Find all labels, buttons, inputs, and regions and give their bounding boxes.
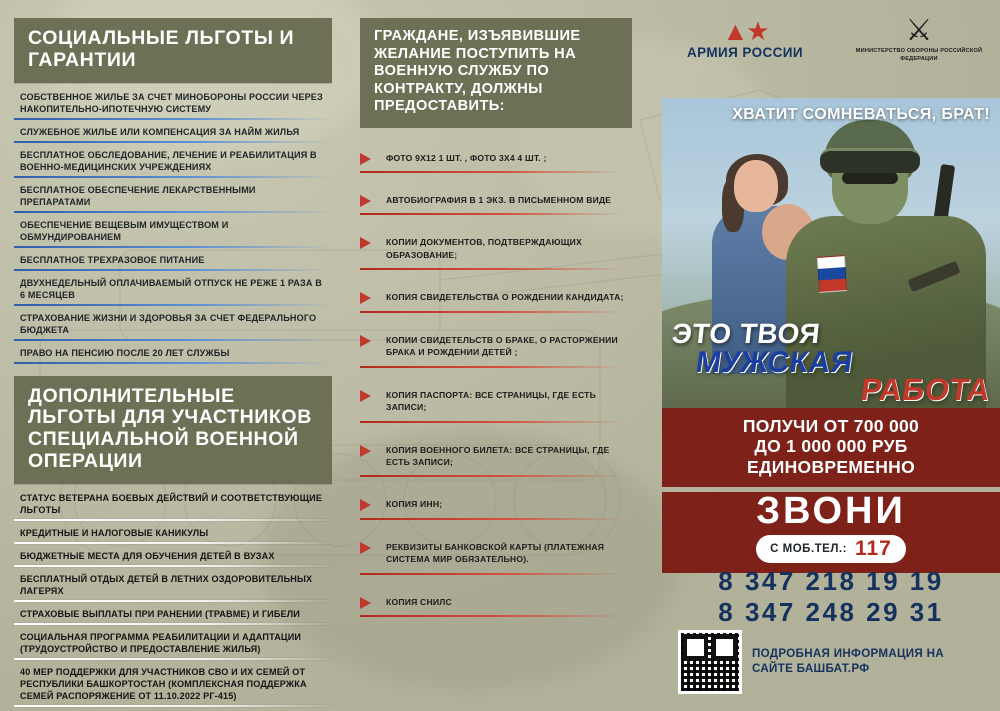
phone-number-1[interactable]: 8 347 218 19 19	[718, 566, 944, 596]
ministry-of-defence-logo	[844, 16, 994, 63]
qr-section	[678, 630, 988, 694]
mobile-label: С МОБ.ТЕЛ.:	[770, 542, 847, 555]
list-item: БЕСПЛАТНЫЙ ОТДЫХ ДЕТЕЙ В ЛЕТНИХ ОЗДОРОВИТЕЛЬНЫХ ЛАГЕРЯХ	[14, 573, 332, 602]
list-item	[360, 498, 632, 519]
woman-head	[734, 160, 778, 212]
list-item: БЕСПЛАТНОЕ ОБЕСПЕЧЕНИЕ ЛЕКАРСТВЕННЫМИ ПРЕПАРАТАМИ	[14, 184, 332, 213]
list-item-label: КОПИЯ СВИДЕТЕЛЬСТВА О РОЖДЕНИИ КАНДИДАТА;	[386, 292, 624, 303]
arrow-right-icon	[360, 542, 371, 554]
payment-line-1: ПОЛУЧИ ОТ 700 000	[742, 416, 920, 436]
list-item: ПРАВО НА ПЕНСИЮ ПОСЛЕ 20 ЛЕТ СЛУЖБЫ	[14, 347, 332, 364]
logos-row	[662, 14, 1000, 98]
slogan-line-2: МУЖСКАЯ	[693, 346, 856, 379]
list-item: СТАТУС ВЕТЕРАНА БОЕВЫХ ДЕЙСТВИЙ И СООТВЕТСТВУЮЩИЕ ЛЬГОТЫ	[14, 492, 332, 521]
list-item-label: ФОТО 9Х12 1 ШТ. , ФОТО 3Х4 4 ШТ. ;	[386, 152, 547, 163]
additional-benefits-title: ДОПОЛНИТЕЛЬНЫЕ ЛЬГОТЫ ДЛЯ УЧАСТНИКОВ СПЕЦИАЛЬНОЙ ВОЕННОЙ ОПЕРАЦИИ	[28, 384, 312, 473]
slogan-main	[662, 318, 1000, 407]
arrow-right-icon	[360, 153, 371, 165]
arrow-right-icon	[360, 237, 371, 249]
list-item: БЮДЖЕТНЫЕ МЕСТА ДЛЯ ОБУЧЕНИЯ ДЕТЕЙ В ВУЗАХ	[14, 550, 332, 567]
army-logo-label: АРМИЯ РОССИИ	[686, 45, 803, 60]
payment-banner	[662, 408, 1000, 487]
middle-column	[360, 18, 632, 638]
list-item	[360, 444, 632, 478]
social-benefits-title: СОЦИАЛЬНЫЕ ЛЬГОТЫ И ГАРАНТИИ	[28, 27, 295, 71]
documents-header	[360, 18, 632, 128]
list-item: БЕСПЛАТНОЕ ОБСЛЕДОВАНИЕ, ЛЕЧЕНИЕ И РЕАБИЛИТАЦИЯ В ВОЕННО-МЕДИЦИНСКИХ УЧРЕЖДЕНИЯХ	[14, 149, 332, 178]
list-item-label: КОПИЯ ПАСПОРТА: ВСЕ СТРАНИЦЫ, ГДЕ ЕСТЬ ЗАПИСИ;	[386, 389, 596, 413]
list-item-label: КОПИИ ДОКУМЕНТОВ, ПОДТВЕРЖДАЮЩИХ ОБРАЗОВАНИЕ;	[386, 237, 582, 260]
list-item-label: КОПИЯ СНИЛС	[386, 596, 452, 607]
social-benefits-list	[14, 91, 332, 364]
slogan-line-1: ЭТО ТВОЯ	[670, 318, 822, 349]
payment-line-2: ДО 1 000 000 РУБ	[754, 436, 908, 457]
arrow-right-icon	[360, 390, 371, 402]
social-benefits-header	[14, 18, 332, 83]
arrow-right-icon	[360, 335, 371, 347]
call-label: ЗВОНИ	[756, 490, 906, 532]
payment-line-3: ЕДИНОВРЕМЕННО	[747, 456, 915, 477]
arrow-right-icon	[360, 292, 371, 304]
list-item: ДВУХНЕДЕЛЬНЫЙ ОПЛАЧИВАЕМЫЙ ОТПУСК НЕ РЕЖЕ 1 РАЗА В 6 МЕСЯЦЕВ	[14, 277, 332, 306]
mobile-short-number[interactable]	[756, 535, 906, 563]
list-item	[360, 596, 632, 617]
list-item	[360, 541, 632, 575]
list-item: СЛУЖЕБНОЕ ЖИЛЬЕ ИЛИ КОМПЕНСАЦИЯ ЗА НАЙМ ЖИЛЬЯ	[14, 126, 332, 143]
list-item: СОЦИАЛЬНАЯ ПРОГРАММА РЕАБИЛИТАЦИИ И АДАПТАЦИИ (ТРУДОУСТРОЙСТВО И ПРЕДОСТАВЛЕНИЕ ЖИЛЬЯ)	[14, 631, 332, 660]
list-item: 40 МЕР ПОДДЕРЖКИ ДЛЯ УЧАСТНИКОВ СВО И ИХ СЕМЕЙ ОТ РЕСПУБЛИКИ БАШКОРТОСТАН (КОМПЛЕКСНАЯ ПОДДЕРЖКА СЕМЕЙ РАСПОРЯЖЕНИЕ ОТ 11.10.2022 РГ-415)	[14, 666, 332, 707]
additional-benefits-header	[14, 376, 332, 484]
phone-number-2[interactable]: 8 347 248 29 31	[718, 596, 944, 627]
list-item-label: РЕКВИЗИТЫ БАНКОВСКОЙ КАРТЫ (ПЛАТЕЖНАЯ СИСТЕМА МИР ОБЯЗАТЕЛЬНО).	[386, 541, 605, 565]
soldier-eyes	[842, 172, 898, 184]
list-item-label: КОПИЯ ИНН;	[386, 499, 443, 510]
list-item: ОБЕСПЕЧЕНИЕ ВЕЩЕВЫМ ИМУЩЕСТВОМ И ОБМУНДИРОВАНИЕМ	[14, 219, 332, 248]
qr-code-icon[interactable]	[678, 630, 742, 694]
goggles-icon	[820, 148, 920, 173]
arrow-right-icon	[360, 445, 371, 457]
qr-caption: ПОДРОБНАЯ ИНФОРМАЦИЯ НА САЙТЕ БАШБАТ.РФ	[752, 647, 944, 675]
right-panel	[662, 0, 1000, 711]
arrow-right-icon	[360, 499, 371, 511]
slogan-top: ХВАТИТ СОМНЕВАТЬСЯ, БРАТ!	[732, 106, 990, 123]
list-item: СТРАХОВЫЕ ВЫПЛАТЫ ПРИ РАНЕНИИ (ТРАВМЕ) И ГИБЕЛИ	[14, 608, 332, 625]
additional-benefits-list	[14, 492, 332, 707]
list-item: КРЕДИТНЫЕ И НАЛОГОВЫЕ КАНИКУЛЫ	[14, 527, 332, 544]
list-item	[360, 291, 632, 312]
arrow-right-icon	[360, 597, 371, 609]
army-of-russia-logo	[670, 18, 820, 60]
slogan-line-3: РАБОТА	[858, 372, 993, 407]
russian-flag-patch-icon	[817, 255, 847, 293]
list-item	[360, 334, 632, 368]
list-item	[360, 389, 632, 423]
phone-numbers	[662, 566, 1000, 627]
list-item	[360, 194, 632, 215]
call-banner	[662, 492, 1000, 573]
mobile-number[interactable]: 117	[854, 536, 892, 560]
list-item: СОБСТВЕННОЕ ЖИЛЬЕ ЗА СЧЕТ МИНОБОРОНЫ РОССИИ ЧЕРЕЗ НАКОПИТЕЛЬНО-ИПОТЕЧНУЮ СИСТЕМУ	[14, 91, 332, 120]
list-item: СТРАХОВАНИЕ ЖИЗНИ И ЗДОРОВЬЯ ЗА СЧЕТ ФЕДЕРАЛЬНОГО БЮДЖЕТА	[14, 312, 332, 341]
arrow-right-icon	[360, 195, 371, 207]
double-headed-eagle-icon: ⚔	[905, 14, 933, 47]
documents-list	[360, 152, 632, 618]
ministry-logo-label: МИНИСТЕРСТВО ОБОРОНЫ РОССИЙСКОЙ ФЕДЕРАЦИИ	[855, 48, 983, 62]
list-item-label: АВТОБИОГРАФИЯ В 1 ЭКЗ. В ПИСЬМЕННОМ ВИДЕ	[386, 194, 612, 205]
list-item-label: КОПИИ СВИДЕТЕЛЬСТВ О БРАКЕ, О РАСТОРЖЕНИИ БРАКА И РОЖДЕНИИ ДЕТЕЙ ;	[386, 334, 618, 358]
documents-title: ГРАЖДАНЕ, ИЗЪЯВИВШИЕ ЖЕЛАНИЕ ПОСТУПИТЬ НА ВОЕННУЮ СЛУЖБУ ПО КОНТРАКТУ, ДОЛЖНЫ ПРЕДОСТАВИТЬ:	[374, 28, 581, 114]
list-item-label: КОПИЯ ВОЕННОГО БИЛЕТА: ВСЕ СТРАНИЦЫ, ГДЕ ЕСТЬ ЗАПИСИ;	[386, 444, 610, 468]
army-star-icon: ▲★	[722, 16, 768, 46]
list-item	[360, 152, 632, 173]
left-column	[14, 18, 332, 711]
list-item: БЕСПЛАТНОЕ ТРЕХРАЗОВОЕ ПИТАНИЕ	[14, 254, 332, 271]
list-item	[360, 236, 632, 270]
